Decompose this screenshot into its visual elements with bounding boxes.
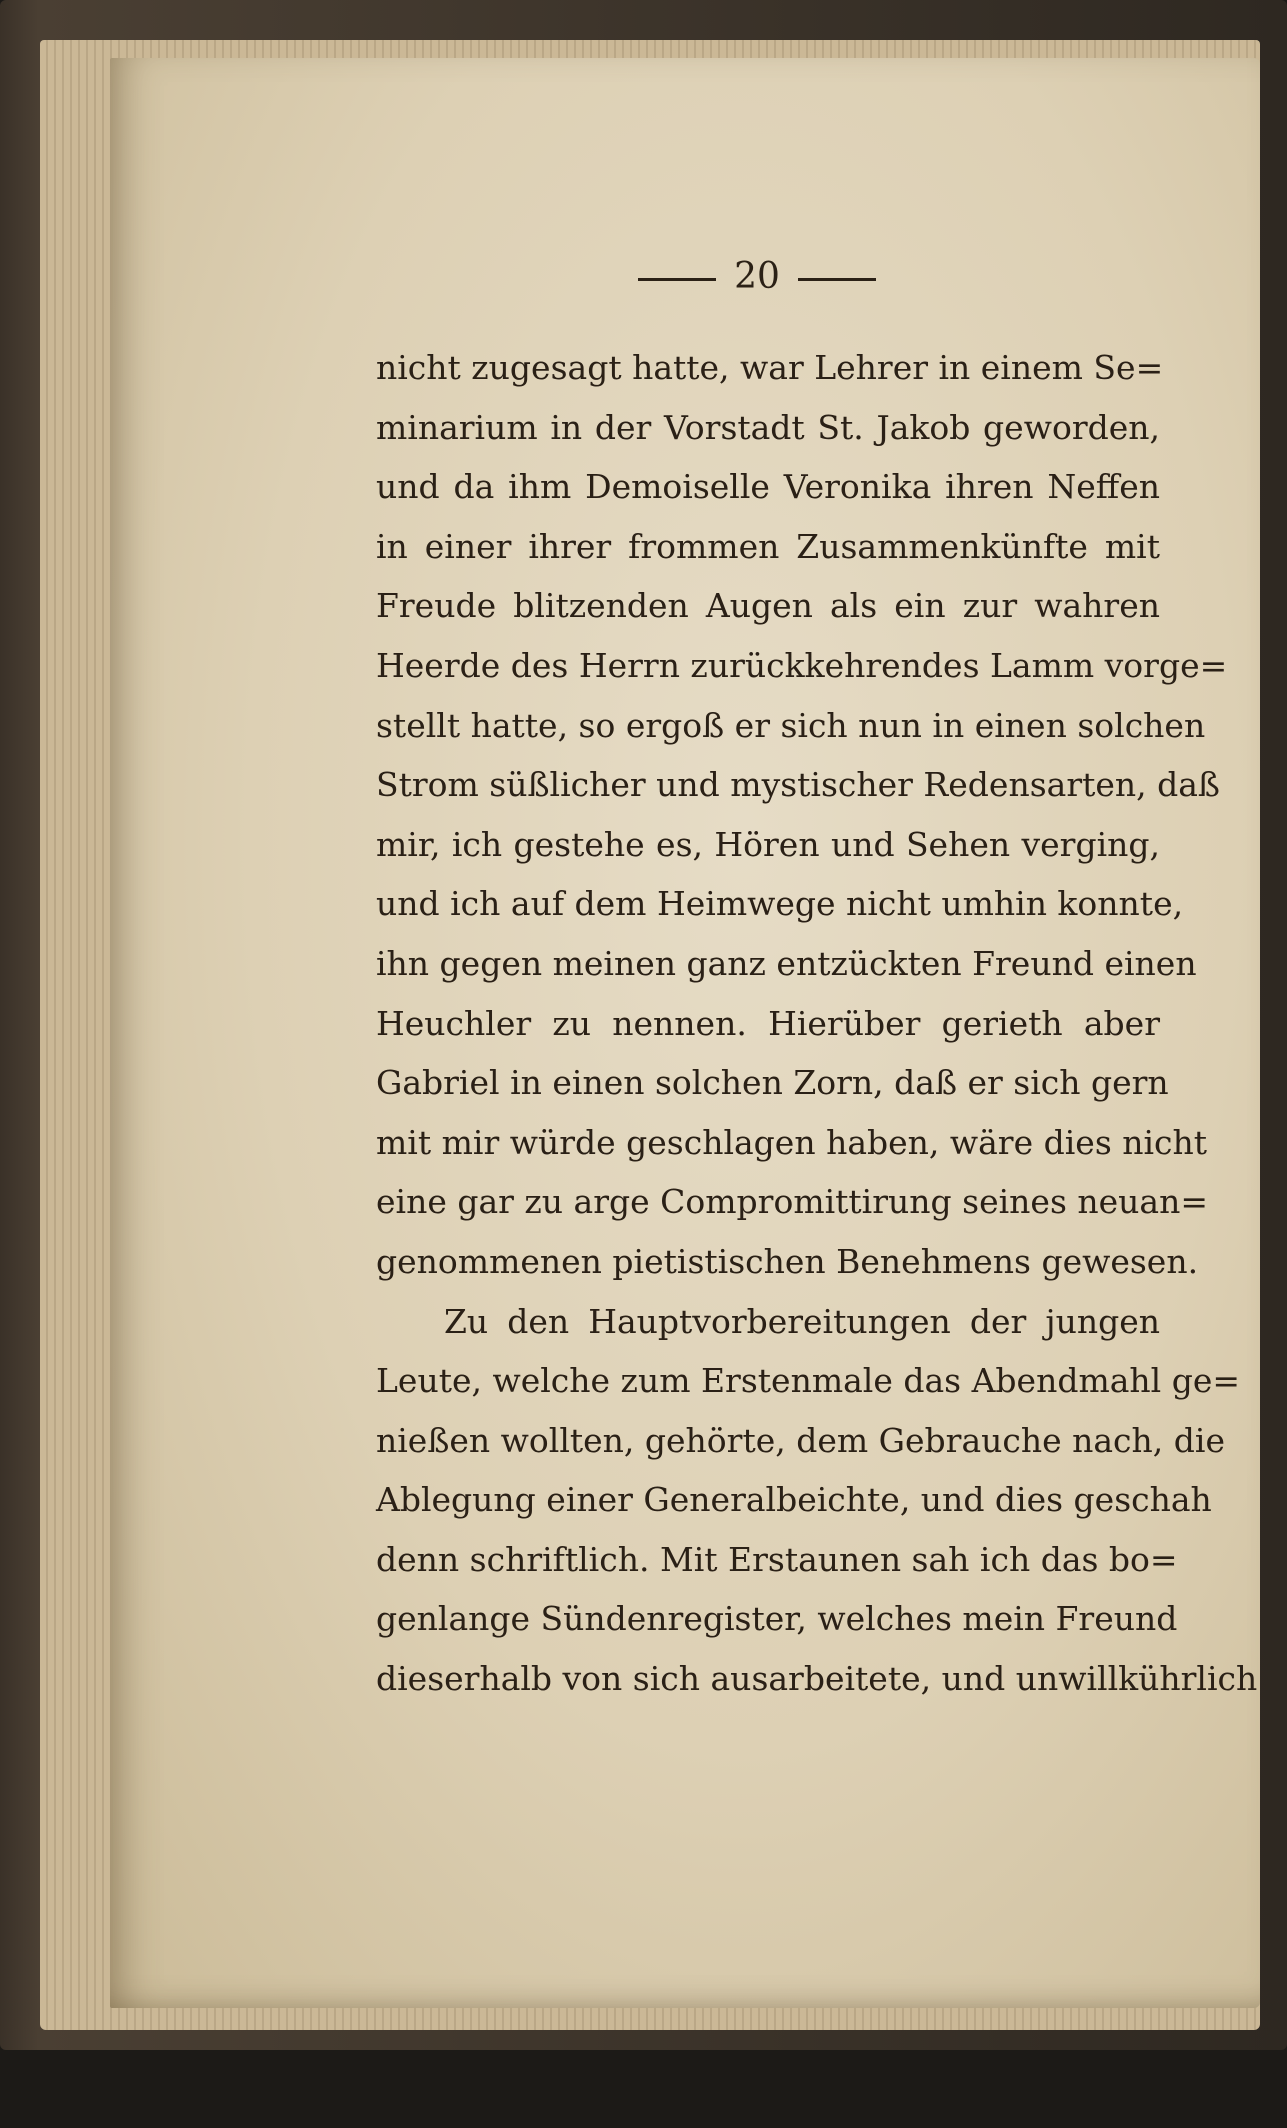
text-line: mit mir würde geschlagen haben, wäre dies nicht: [376, 1122, 1208, 1162]
text-line: Ablegung einer Generalbeichte, und dies geschah: [376, 1480, 1212, 1520]
text-line: nicht zugesagt hatte, war Lehrer in einem Se=: [376, 348, 1164, 387]
text-line: nießen wollten, gehörte, dem Gebrauche nach, die: [376, 1420, 1225, 1460]
text-line: Strom süßlicher und mystischer Redensarten, daß: [376, 765, 1220, 805]
text-line: dieserhalb von sich ausarbeitete, und unwillkührlich: [376, 1659, 1258, 1699]
left-dash-rule: [638, 278, 716, 281]
text-line: Gabriel in einen solchen Zorn, daß er sich gern: [376, 1063, 1169, 1103]
text-line: stellt hatte, so ergoß er sich nun in einen solchen: [376, 705, 1206, 745]
text-line: in einer ihrer frommen Zusammenkünfte mit: [376, 526, 1160, 566]
text-line: und da ihm Demoiselle Veronika ihren Neffen: [376, 467, 1160, 507]
text-line: Heuchler zu nennen. Hierüber gerieth aber: [376, 1003, 1160, 1043]
text-line: minarium in der Vorstadt St. Jakob geworden,: [376, 407, 1160, 447]
text-line: eine gar zu arge Compromittirung seines neuan=: [376, 1182, 1208, 1222]
right-dash-rule: [798, 278, 876, 281]
text-line: ihn gegen meinen ganz entzückten Freund einen: [376, 943, 1197, 983]
paragraph-end-line: genommenen pietistischen Benehmens gewesen.: [376, 1241, 1199, 1281]
text-line: denn schriftlich. Mit Erstaunen sah ich das bo=: [376, 1539, 1178, 1579]
page-number: [612, 255, 902, 299]
text-line: mir, ich gestehe es, Hören und Sehen verging,: [376, 824, 1160, 864]
text-line: und ich auf dem Heimwege nicht umhin konnte,: [376, 884, 1184, 924]
page-number-value: 20: [734, 256, 780, 297]
page-body-text: [376, 338, 1258, 1709]
text-line: Freude blitzenden Augen als ein zur wahren: [376, 586, 1160, 626]
text-line: genlange Sündenregister, welches mein Freund: [376, 1599, 1178, 1639]
text-line: Leute, welche zum Erstenmale das Abendmahl ge=: [376, 1361, 1241, 1401]
text-line: Heerde des Herrn zurückkehrendes Lamm vorge=: [376, 645, 1228, 685]
paragraph-start-line: Zu den Hauptvorbereitungen der jungen: [444, 1301, 1160, 1341]
